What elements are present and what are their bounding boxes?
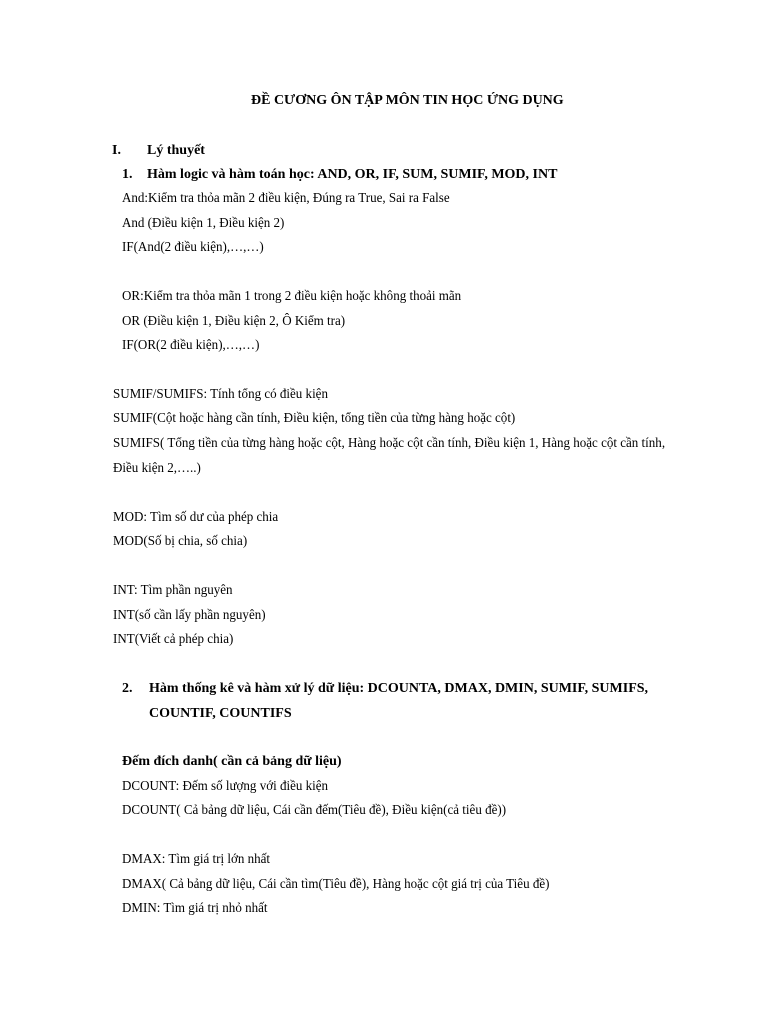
body-line: SUMIFS( Tổng tiền của từng hàng hoặc cột, Hàng hoặc cột cần tính, Điều kiện 1, Hàng hoặc cột cần tính, <box>113 436 666 451</box>
body-line: OR (Điều kiện 1, Điều kiện 2, Ô Kiểm tra) <box>122 314 346 329</box>
body-line: DCOUNT( Cả bảng dữ liệu, Cái cần đếm(Tiêu đề), Điều kiện(cả tiêu đề)) <box>122 803 507 818</box>
subheading: Đếm đích danh( cần cả bảng dữ liệu) <box>122 754 342 769</box>
body-line: And:Kiểm tra thỏa mãn 2 điều kiện, Đúng ra True, Sai ra False <box>122 191 450 206</box>
body-line: INT(số cần lấy phần nguyên) <box>113 608 266 623</box>
document-title: ĐỀ CƯƠNG ÔN TẬP MÔN TIN HỌC ỨNG DỤNG <box>251 93 564 108</box>
item-number: 1. <box>122 167 133 182</box>
body-line: Điều kiện 2,…..) <box>113 461 201 476</box>
body-line: DCOUNT: Đếm số lượng với điều kiện <box>122 779 329 794</box>
body-line: SUMIF/SUMIFS: Tính tổng có điều kiện <box>113 387 328 402</box>
body-line: And (Điều kiện 1, Điều kiện 2) <box>122 216 285 231</box>
body-line: OR:Kiểm tra thỏa mãn 1 trong 2 điều kiện hoặc không thoải mãn <box>122 289 462 304</box>
item-heading: Hàm thống kê và hàm xử lý dữ liệu: DCOUNTA, DMAX, DMIN, SUMIF, SUMIFS, <box>149 681 649 696</box>
body-line: DMAX( Cả bảng dữ liệu, Cái cần tìm(Tiêu đề), Hàng hoặc cột giá trị của Tiêu đề) <box>122 877 550 892</box>
body-line: DMAX: Tìm giá trị lớn nhất <box>122 852 271 867</box>
section-heading: Lý thuyết <box>147 143 205 158</box>
body-line: INT: Tìm phần nguyên <box>113 583 233 598</box>
body-line: INT(Viết cả phép chia) <box>113 632 234 647</box>
item-number: 2. <box>122 681 133 696</box>
body-line: IF(And(2 điều kiện),…,…) <box>122 240 264 255</box>
body-line: MOD: Tìm số dư của phép chia <box>113 510 279 525</box>
body-line: IF(OR(2 điều kiện),…,…) <box>122 338 260 353</box>
item-heading-continued: COUNTIF, COUNTIFS <box>149 706 292 721</box>
item-heading: Hàm logic và hàm toán học: AND, OR, IF, SUM, SUMIF, MOD, INT <box>147 167 558 182</box>
body-line: MOD(Số bị chia, số chia) <box>113 534 248 549</box>
body-line: DMIN: Tìm giá trị nhỏ nhất <box>122 901 268 916</box>
body-line: SUMIF(Cột hoặc hàng cần tính, Điều kiện, tổng tiền của từng hàng hoặc cột) <box>113 411 516 426</box>
section-numeral: I. <box>112 143 121 158</box>
